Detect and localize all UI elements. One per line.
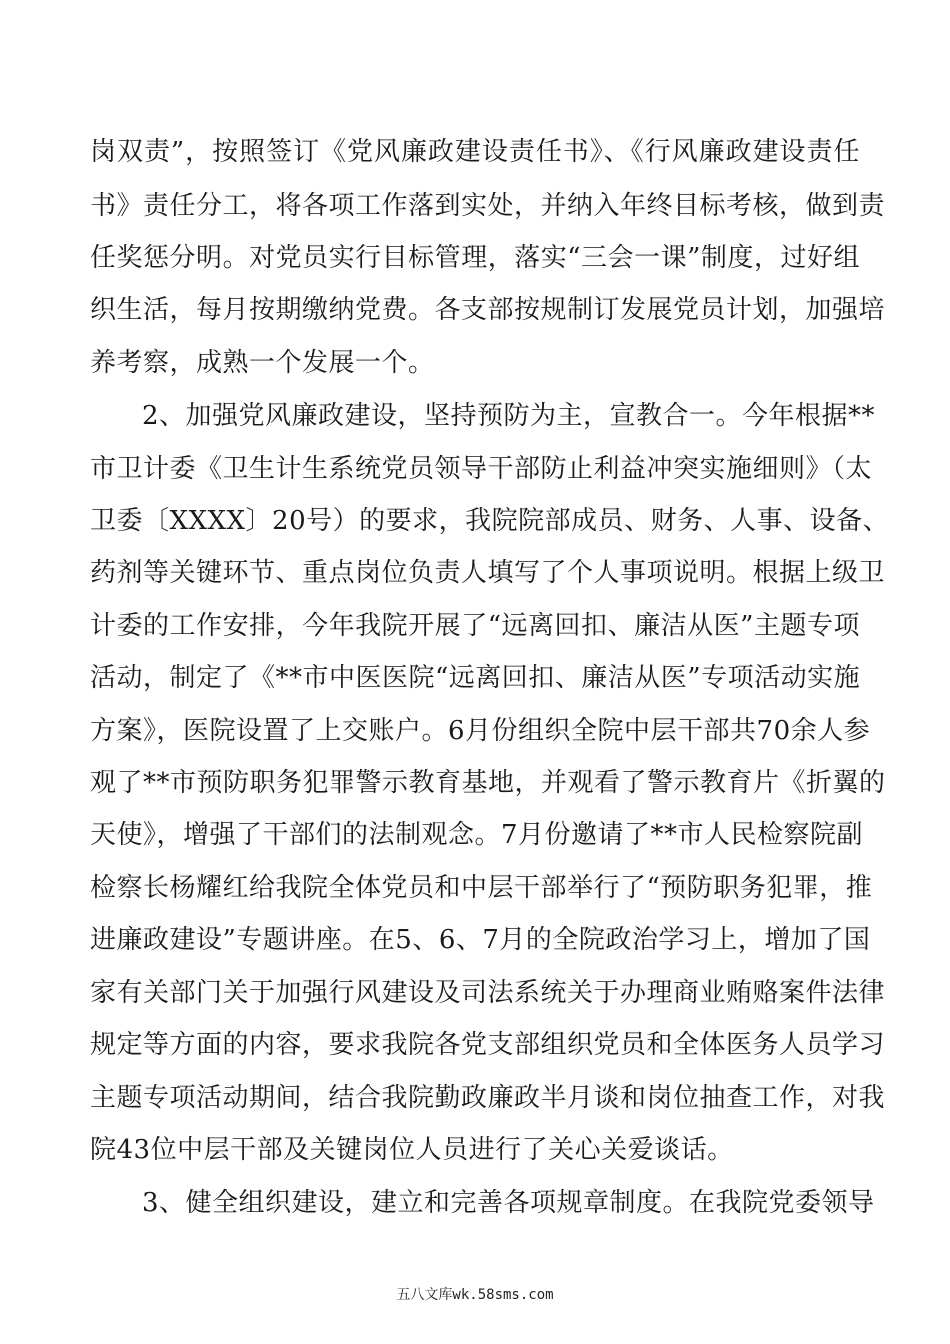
- text-line: 院43位中层干部及关键岗位人员进行了关心关爱谈话。: [90, 1135, 734, 1165]
- text-line: 主题专项活动期间，结合我院勤政廉政半月谈和岗位抽查工作，对我: [90, 1083, 886, 1113]
- footer-watermark: 五八文库wk.58sms.com: [396, 1287, 554, 1303]
- text-line: 养考察，成熟一个发展一个。: [90, 348, 435, 378]
- text-line: 药剂等关键环节、重点岗位负责人填写了个人事项说明。根据上级卫: [90, 558, 886, 588]
- text-line: 天使》，增强了干部们的法制观念。7月份邀请了**市人民检察院副: [90, 820, 864, 850]
- text-line: 检察长杨耀红给我院全体党员和中层干部举行了“预防职务犯罪，推: [90, 873, 873, 903]
- text-line: 观了**市预防职务犯罪警示教育基地，并观看了警示教育片《折翼的: [90, 768, 886, 798]
- text-line: 书》责任分工，将各项工作落到实处，并纳入年终目标考核，做到责: [90, 191, 886, 221]
- text-line: 方案》，医院设置了上交账户。6月份组织全院中层干部共70余人参: [90, 716, 871, 746]
- text-line: 计委的工作安排，今年我院开展了“远离回扣、廉洁从医”主题专项: [90, 611, 860, 641]
- paragraph-start-line: 3、健全组织建设，建立和完善各项规章制度。在我院党委领导: [142, 1188, 875, 1218]
- text-line: 规定等方面的内容，要求我院各党支部组织党员和全体医务人员学习: [90, 1030, 886, 1060]
- text-line: 任奖惩分明。对党员实行目标管理，落实“三会一课”制度，过好组: [90, 243, 860, 273]
- text-line: 市卫计委《卫生计生系统党员领导干部防止利益冲突实施细则》（太: [90, 454, 873, 484]
- text-line: 家有关部门关于加强行风建设及司法系统关于办理商业贿赂案件法律: [90, 978, 886, 1008]
- text-line: 织生活，每月按期缴纳党费。各支部按规制订发展党员计划，加强培: [90, 295, 886, 325]
- paragraph-start-line: 2、加强党风廉政建设，坚持预防为主，宣教合一。今年根据**: [142, 401, 876, 431]
- text-line: 卫委〔XXXX〕20号）的要求，我院院部成员、财务、人事、设备、: [90, 506, 890, 536]
- text-line: 进廉政建设”专题讲座。在5、6、7月的全院政治学习上，增加了国: [90, 925, 871, 955]
- text-line: 活动，制定了《**市中医医院“远离回扣、廉洁从医”专项活动实施: [90, 663, 861, 693]
- text-line: 岗双责”，按照签订《党风廉政建设责任书》、《行风廉政建设责任: [90, 137, 860, 167]
